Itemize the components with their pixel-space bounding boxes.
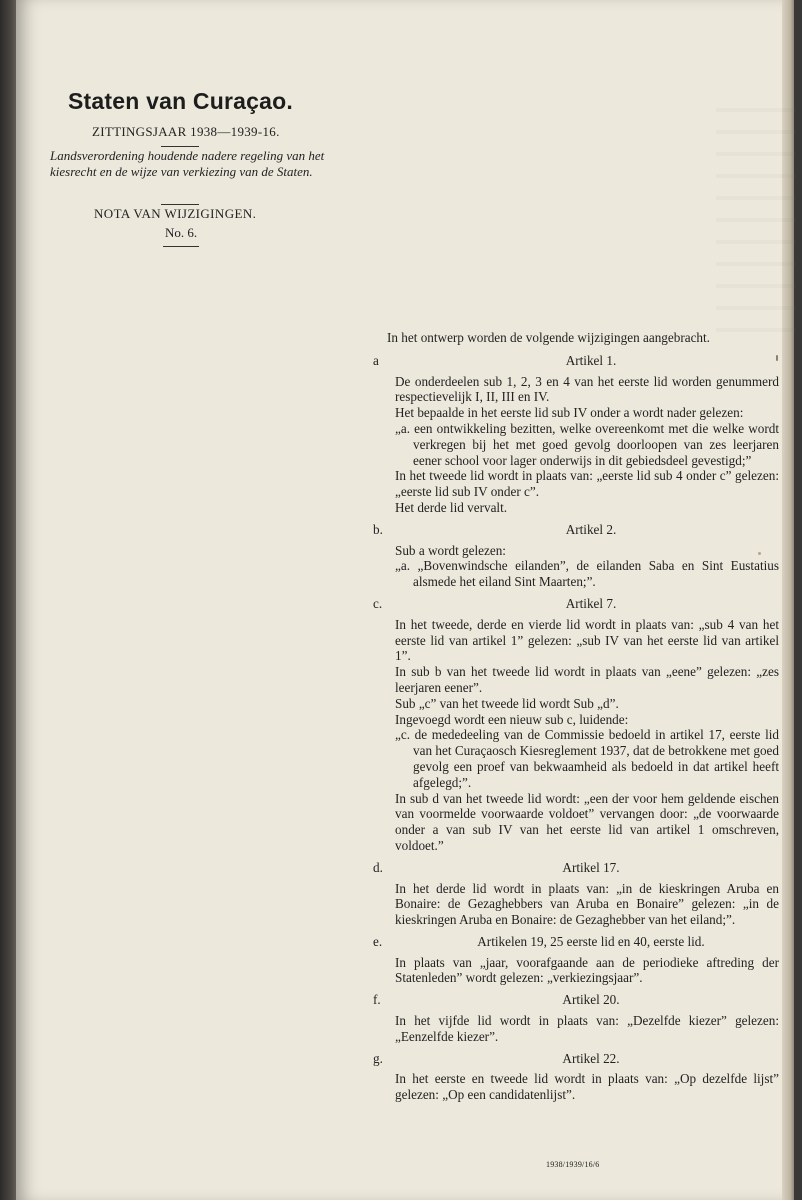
quoted-clause: „c. de mededeeling van de Commissie bedoeld in artikel 17, eerste lid van het Curaçaosch Kiesreglement 1937, dat de betrokkene met goed gevolg een proef van bekwaamheid als bedoeld in dat artikel heeft afgelegd;”. xyxy=(395,727,779,790)
amendment-item xyxy=(356,934,786,986)
nota-title: NOTA VAN WIJZIGINGEN. xyxy=(94,206,257,221)
amendment-item xyxy=(356,353,786,516)
paragraph: Ingevoegd wordt een nieuw sub c, luidende: xyxy=(395,711,629,727)
item-letter: d. xyxy=(373,859,383,875)
paragraph: In het vijfde lid wordt in plaats van: „Dezelfde kiezer” gelezen: „Eenzelfde kiezer”. xyxy=(395,1013,779,1044)
article-heading: Artikel 1. xyxy=(565,352,617,368)
amendment-item xyxy=(356,596,786,854)
amendment-item xyxy=(356,860,786,928)
item-letter: b. xyxy=(373,521,383,537)
article-heading: Artikel 2. xyxy=(565,521,617,537)
paragraph: De onderdeelen sub 1, 2, 3 en 4 van het eerste lid worden genummerd respectievelijk I, II, III en IV. xyxy=(395,373,779,405)
paragraph: In het derde lid wordt in plaats van: „in de kieskringen Aruba en Bonaire: de Gezaghebbers van Aruba en Bonaire” gelezen: „in de kieskringen Aruba en Bonaire: de Gezaghebber van het eiland;”. xyxy=(395,880,779,928)
subject-line: Landsverordening houdende nadere regeling van het kiesrecht en de wijze van verkiezing van de Staten. xyxy=(50,148,325,179)
item-letter: f. xyxy=(373,992,381,1008)
show-through-text xyxy=(716,90,796,350)
paragraph: Sub a wordt gelezen: xyxy=(395,542,506,558)
amendment-item xyxy=(356,992,786,1044)
item-letter: e. xyxy=(373,933,383,949)
amendment-item xyxy=(356,522,786,590)
quoted-clause: „a. „Bovenwindsche eilanden”, de eilanden Saba en Sint Eustatius alsmede het eiland Sint Maarten;”. xyxy=(395,558,779,590)
article-heading: Artikel 17. xyxy=(562,859,620,875)
page-title: Staten van Curaçao. xyxy=(68,88,293,114)
item-letter: a xyxy=(373,352,379,368)
paragraph: Het bepaalde in het eerste lid sub IV onder a wordt nader gelezen: xyxy=(395,405,744,421)
document-page xyxy=(16,0,794,1200)
item-letter: g. xyxy=(373,1050,383,1066)
paragraph: In plaats van „jaar, voorafgaande aan de periodieke aftreding der Statenleden” wordt gelezen: „verkiezingsjaar”. xyxy=(395,954,779,986)
session-year: ZITTINGSJAAR 1938—1939-16. xyxy=(92,124,280,139)
paragraph: In het eerste en tweede lid wordt in plaats van: „Op dezelfde lijst” gelezen: „Op een candidatenlijst”. xyxy=(395,1071,779,1103)
paragraph: Het derde lid vervalt. xyxy=(395,499,508,515)
item-letter: c. xyxy=(373,595,383,611)
paragraph: Sub „c” van het tweede lid wordt Sub „d”. xyxy=(395,695,619,711)
intro-text: In het ontwerp worden de volgende wijzigingen aangebracht. xyxy=(387,330,710,345)
article-heading: Artikelen 19, 25 eerste lid en 40, eerste lid. xyxy=(477,933,705,949)
divider xyxy=(163,246,199,247)
paragraph: In het tweede, derde en vierde lid wordt in plaats van: „sub 4 van het eerste lid van artikel 1” gelezen: „sub IV van het eerste lid van artikel 1”. xyxy=(395,616,779,664)
nota-number: No. 6. xyxy=(165,225,198,240)
paragraph: In sub d van het tweede lid wordt: „een der voor hem geldende eischen van voormelde voorwaarde voldoet” vervangen door: „de voorwaarde onder a van sub IV van het eerste lid van artikel 1 omschreven, voldoet.” xyxy=(395,790,779,853)
divider xyxy=(161,146,199,147)
article-heading: Artikel 20. xyxy=(562,992,620,1008)
paragraph: In het tweede lid wordt in plaats van: „eerste lid sub 4 onder c” gelezen: „eerste lid sub IV onder c”. xyxy=(395,468,779,500)
article-heading: Artikel 7. xyxy=(565,595,617,611)
article-heading: Artikel 22. xyxy=(562,1050,620,1066)
amendments-body xyxy=(356,330,786,1103)
quoted-clause: „a. een ontwikkeling bezitten, welke overeenkomt met die welke wordt verkregen bij het met goed gevolg doorloopen van zes leerjaren eener school voor lager onderwijs in dit gebiedsdeel gevestigd;” xyxy=(395,420,779,468)
divider xyxy=(161,204,199,205)
amendment-item xyxy=(356,1051,786,1103)
document-code: 1938/1939/16/6 xyxy=(546,1160,600,1169)
paragraph: In sub b van het tweede lid wordt in plaats van „eene” gelezen: „zes leerjaren eener”. xyxy=(395,664,779,695)
